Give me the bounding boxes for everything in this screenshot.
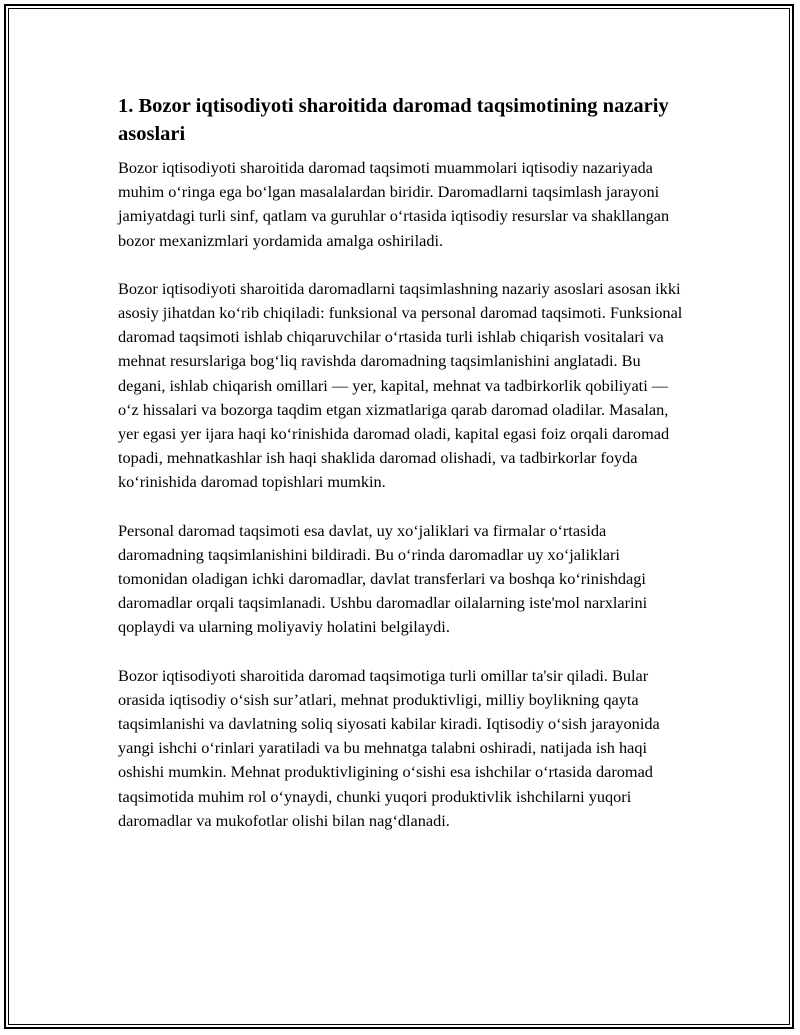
section-heading: 1. Bozor iqtisodiyoti sharoitida daromad taqsimotining nazariy asoslari (118, 95, 669, 145)
paragraph-functional-distribution: Bozor iqtisodiyoti sharoitida daromadlarni taqsimlashning nazariy asoslari asosan ikki asosiy jihatdan ko‘rib chiqiladi: funksional va personal daromad taqsimoti. Funksional daromad taqsimoti ishlab chiqaruvchilar o‘rtasida turli ishlab chiqarish vositalari va mehnat resurslariga bog‘liq ravishda daromadning taqsimlanishini anglatadi. Bu degani, ishlab chiqarish omillari — yer, kapital, mehnat va tadbirkorlik qobiliyati — o‘z hissalari va bozorga taqdim etgan xizmatlariga qarab daromad oladilar. Masalan, yer egasi yer ijara haqi ko‘rinishida daromad oladi, kapital egasi foiz orqali daromad topadi, mehnatkashlar ish haqi shaklida daromad olishadi, va tadbirkorlar foyda ko‘rinishida daromad topishlari mumkin. (118, 278, 683, 492)
paragraph-intro: Bozor iqtisodiyoti sharoitida daromad taqsimoti muammolari iqtisodiy nazariyada muhim o‘ringa ega bo‘lgan masalalardan biridir. Daromadlarni taqsimlash jarayoni jamiyatdagi turli sinf, qatlam va guruhlar o‘rtasida iqtisodiy resurslar va shakllangan bozor mexanizmlari yordamida amalga oshiriladi. (118, 158, 670, 250)
paragraph-influencing-factors: Bozor iqtisodiyoti sharoitida daromad taqsimotiga turli omillar ta'sir qiladi. Bular orasida iqtisodiy o‘sish sur’atlari, mehnat produktivligi, milliy boylikning qayta taqsimlanishi va davlatning soliq siyosati kabilar kiradi. Iqtisodiy o‘sish jarayonida yangi ishchi o‘rinlari yaratiladi va bu mehnatga talabni oshiradi, natijada ish haqi oshishi mumkin. Mehnat produktivligining o‘sishi esa ishchilar o‘rtasida daromad taqsimotida muhim rol o‘ynaydi, chunki yuqori produktivlik ishchilarni yuqori daromadlar va mukofotlar olishi bilan nag‘dlanadi. (118, 665, 660, 830)
document-body (118, 92, 684, 857)
paragraph-personal-distribution: Personal daromad taqsimoti esa davlat, uy xo‘jaliklari va firmalar o‘rtasida daromadning taqsimlanishini bildiradi. Bu o‘rinda daromadlar uy xo‘jaliklari tomonidan oladigan ichki daromadlar, davlat transferlari va boshqa ko‘rinishdagi daromadlar orqali taqsimlanadi. Ushbu daromadlar oilalarning iste'mol narxlarini qoplaydi va ularning moliyaviy holatini belgilaydi. (118, 520, 648, 637)
